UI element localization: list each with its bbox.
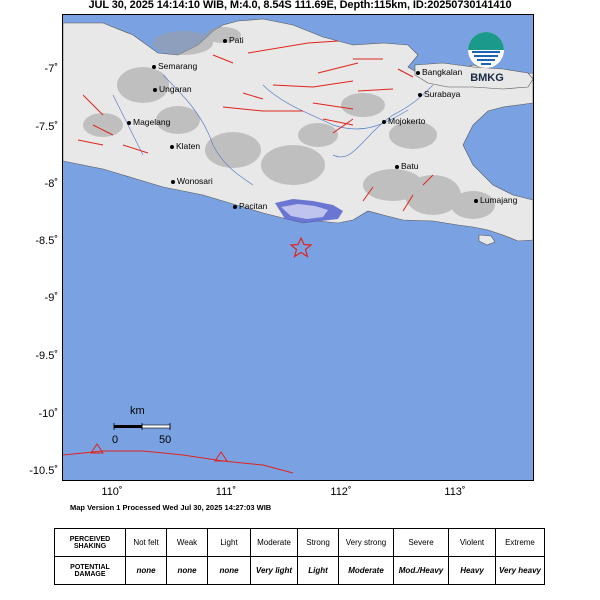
city-label-klaten: Klaten [176, 141, 201, 151]
legend-damage-cell: none [208, 557, 251, 585]
city-label-bangkalan: Bangkalan [422, 67, 463, 77]
city-label-semarang: Semarang [158, 61, 198, 71]
legend-shaking-cell: Weak [167, 529, 208, 557]
city-label-wonosari: Wonosari [177, 176, 213, 186]
city-label-batu: Batu [401, 161, 419, 171]
y-tick-label: -7.5˚ [35, 121, 58, 133]
legend-damage-cell: none [167, 557, 208, 585]
legend-damage-cell: none [126, 557, 167, 585]
bmkg-logo-text: BMKG [470, 72, 504, 84]
y-tick-label: -8˚ [44, 178, 58, 190]
city-label-lumajang: Lumajang [480, 195, 518, 205]
legend-shaking-cell: Violent [449, 529, 496, 557]
intensity-legend [54, 528, 545, 585]
city-label-ungaran: Ungaran [159, 84, 192, 94]
legend-shaking-cell: Moderate [251, 529, 298, 557]
legend-shaking-cell: Light [208, 529, 251, 557]
legend-damage-header: POTENTIAL DAMAGE [55, 557, 126, 585]
x-tick-label: 110˚ [101, 486, 123, 498]
city-label-surabaya: Surabaya [424, 89, 461, 99]
legend-shaking-header: PERCEIVED SHAKING [55, 529, 126, 557]
legend-damage-cell: Very light [251, 557, 298, 585]
y-tick-label: -9.5˚ [35, 350, 58, 362]
legend-shaking-cell: Strong [298, 529, 339, 557]
map-version-text: Map Version 1 Processed Wed Jul 30, 2025 14:27:03 WIB [70, 503, 272, 512]
legend-damage-cell: Moderate [339, 557, 394, 585]
y-tick-label: -9˚ [44, 292, 58, 304]
legend-shaking-cell: Severe [394, 529, 449, 557]
x-tick-label: 113˚ [444, 486, 466, 498]
city-label-pacitan: Pacitan [239, 201, 268, 211]
legend-damage-cell: Mod./Heavy [394, 557, 449, 585]
legend-shaking-cell: Not felt [126, 529, 167, 557]
scale-start: 0 [112, 434, 119, 446]
y-tick-label: -7˚ [44, 63, 58, 75]
scale-end: 50 [159, 434, 172, 446]
legend-damage-cell: Very heavy [496, 557, 545, 585]
y-tick-label: -8.5˚ [35, 235, 58, 247]
city-label-mojokerto: Mojokerto [388, 116, 426, 126]
legend-shaking-cell: Extreme [496, 529, 545, 557]
y-tick-label: -10.5˚ [29, 465, 58, 477]
legend-shaking-cell: Very strong [339, 529, 394, 557]
legend-damage-cell: Heavy [449, 557, 496, 585]
y-tick-label: -10˚ [38, 408, 58, 420]
legend-row-shaking [55, 529, 545, 557]
map-header: JUL 30, 2025 14:14:10 WIB, M:4.0, 8.54S 111.69E, Depth:115km, ID:20250730141410 [88, 0, 512, 11]
x-tick-label: 111˚ [215, 486, 237, 498]
city-label-pati: Pati [229, 35, 244, 45]
legend-damage-cell: Light [298, 557, 339, 585]
scale-unit: km [130, 405, 145, 417]
city-label-magelang: Magelang [133, 117, 171, 127]
legend-row-damage [55, 557, 545, 585]
x-tick-label: 112˚ [330, 486, 352, 498]
